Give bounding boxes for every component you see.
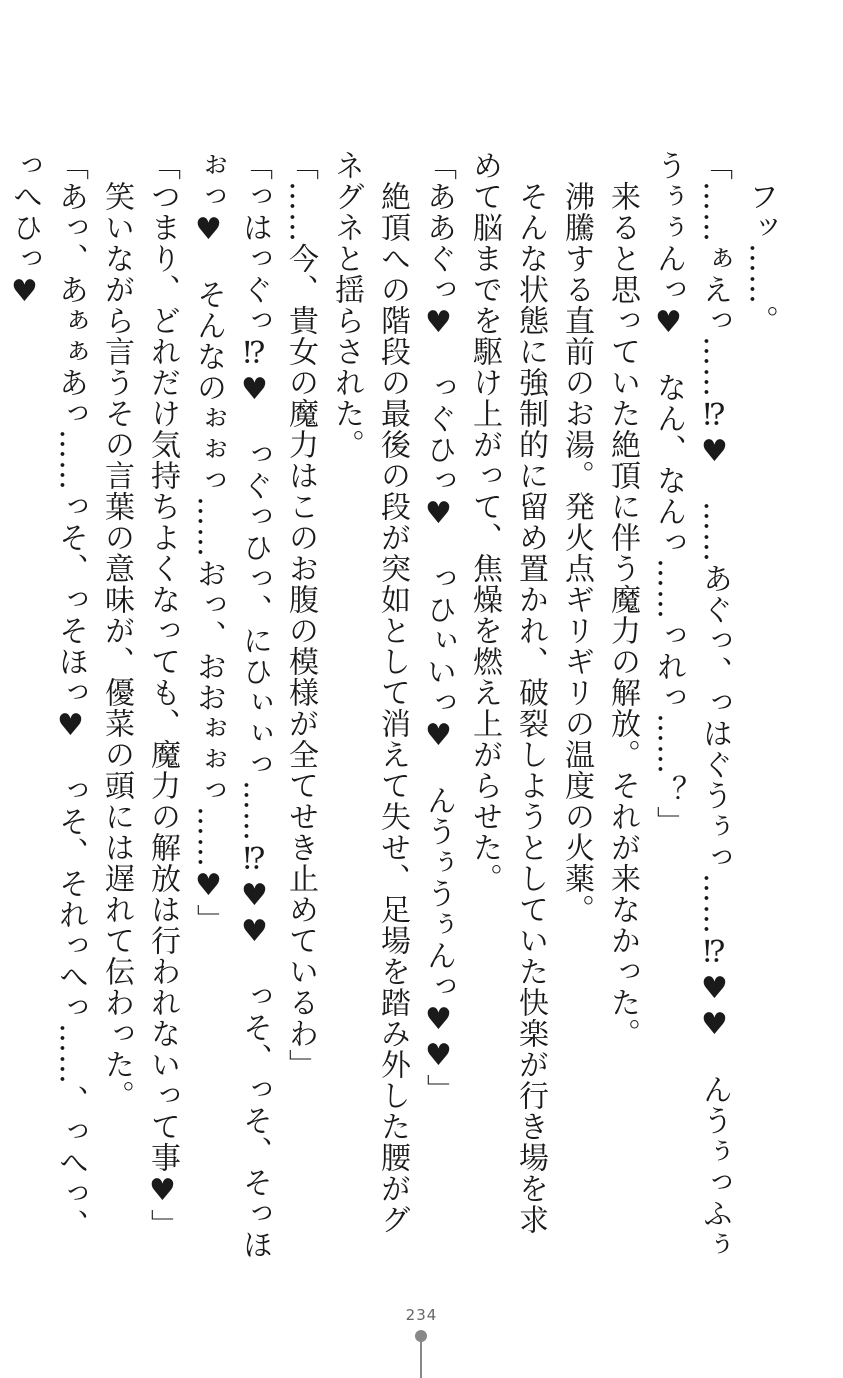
marker-line [420,1340,422,1378]
paragraph-dialogue: 「ああぐっ♥ っぐひっ♥ っひぃいっ♥ んうぅうぅんっ♥♥」 [421,150,456,1105]
paragraph-dialogue: 「……ぁえっ……⁉♥ ……あぐっ、っはぐうぅっ……⁉♥♥ んうぅっふぅうぅぅんっ♥ なん、なんっ……っれっ……？」 [651,150,732,1260]
paragraph-narration: そんな状態に強制的に留め置かれ、破裂しようとしていた快楽が行き場を求めて脳までを駆け上がって、焦燥を燃え上がらせた。 [467,150,548,1235]
vertical-text-body [7,150,783,1260]
paragraph-dialogue: 「……今、貴女の魔力はこのお腹の模様が全てせき止めているわ」 [283,150,318,1080]
paragraph-narration: フッ……。 [743,150,778,336]
paragraph-dialogue: 「あっ、あぁぁあっ……っそ、っそほっ♥ っそ、それっへっ……、っへっ、っへひっ♥ [7,150,88,1240]
paragraph-narration: 笑いながら言うその言葉の意味が、優菜の頭には遅れて伝わった。 [99,150,134,1111]
paragraph-dialogue: 「っはっぐっ⁉♥ っぐっひっ、にひぃぃっ……⁉♥♥ っそ、っそ、そっほぉっ♥ そんなのぉぉっ……おっ、おおぉぉっ……♥」 [191,150,272,1260]
paragraph-narration: 沸騰する直前のお湯。発火点ギリギリの温度の火薬。 [559,150,594,925]
page-number: 234 [405,1306,438,1324]
paragraph-dialogue: 「つまり、どれだけ気持ちよくなっても、魔力の解放は行われないって事♥」 [145,150,180,1240]
paragraph-narration: 絶頂への階段の最後の段が突如として消えて失せ、足場を踏み外した腰がグネグネと揺らされた。 [329,150,410,1235]
paragraph-narration: 来ると思っていた絶頂に伴う魔力の解放。それが来なかった。 [605,150,640,1049]
page-marker-icon [415,1330,427,1378]
